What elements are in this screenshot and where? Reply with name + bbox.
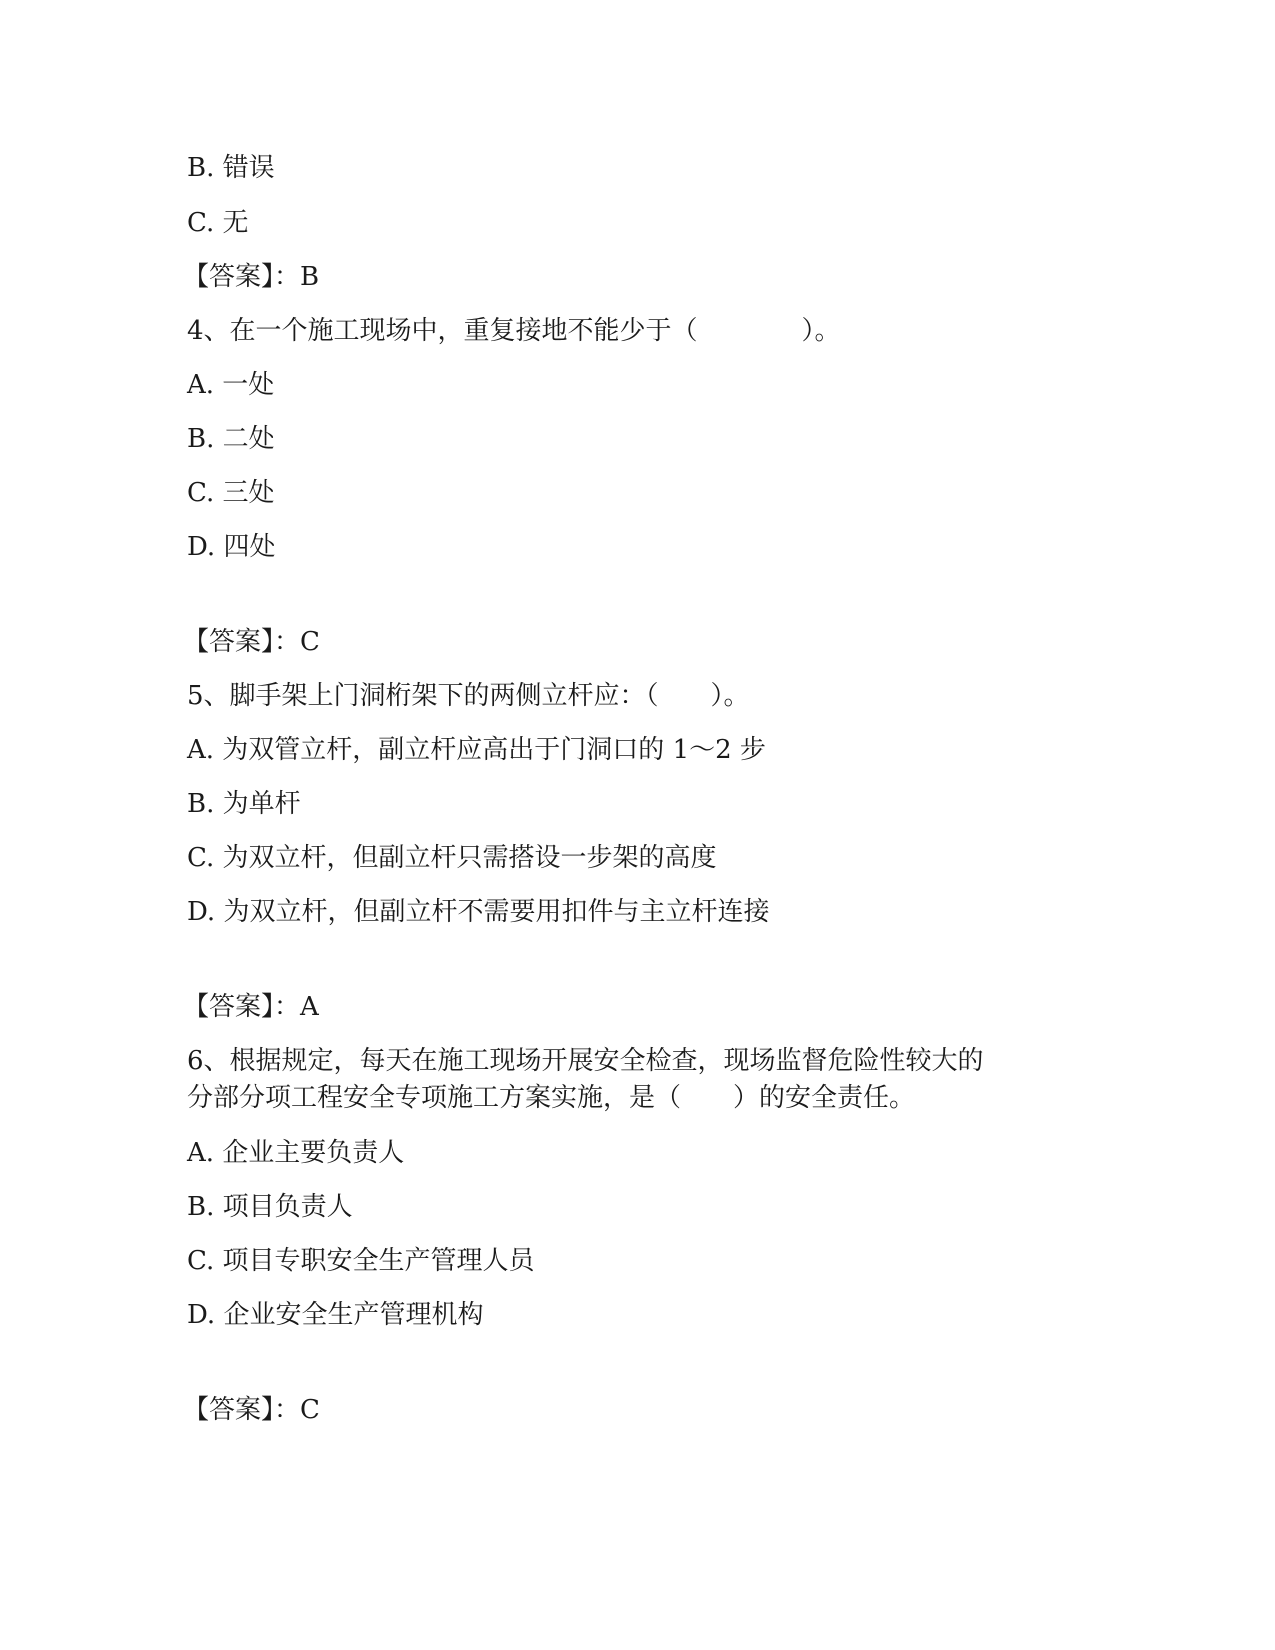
option-line: C. 无	[187, 208, 249, 238]
option-line: A. 为双管立杆，副立杆应高出于门洞口的 1～2 步	[187, 735, 766, 765]
option-line: C. 为双立杆，但副立杆只需搭设一步架的高度	[187, 843, 717, 873]
option-line: B. 为单杆	[187, 789, 301, 819]
question-line: 4、在一个施工现场中，重复接地不能少于（ ）。	[187, 316, 841, 346]
option-line: B. 二处	[187, 424, 275, 454]
answer-line: 【答案】：A	[183, 992, 319, 1022]
option-line: D. 四处	[187, 532, 276, 562]
answer-line: 【答案】：C	[183, 627, 320, 657]
option-line: B. 错误	[187, 153, 275, 183]
option-line: C. 项目专职安全生产管理人员	[187, 1246, 535, 1276]
question-line: 分部分项工程安全专项施工方案实施，是（ ）的安全责任。	[187, 1083, 916, 1113]
option-line: A. 一处	[187, 370, 275, 400]
question-line: 5、脚手架上门洞桁架下的两侧立杆应：（ ）。	[187, 681, 750, 711]
option-line: D. 企业安全生产管理机构	[187, 1300, 484, 1330]
option-line: D. 为双立杆，但副立杆不需要用扣件与主立杆连接	[187, 897, 770, 927]
answer-line: 【答案】：C	[183, 1395, 320, 1425]
option-line: C. 三处	[187, 478, 275, 508]
answer-line: 【答案】：B	[183, 262, 320, 292]
option-line: A. 企业主要负责人	[187, 1138, 405, 1168]
option-line: B. 项目负责人	[187, 1192, 353, 1222]
question-line: 6、根据规定，每天在施工现场开展安全检查，现场监督危险性较大的	[187, 1046, 984, 1076]
